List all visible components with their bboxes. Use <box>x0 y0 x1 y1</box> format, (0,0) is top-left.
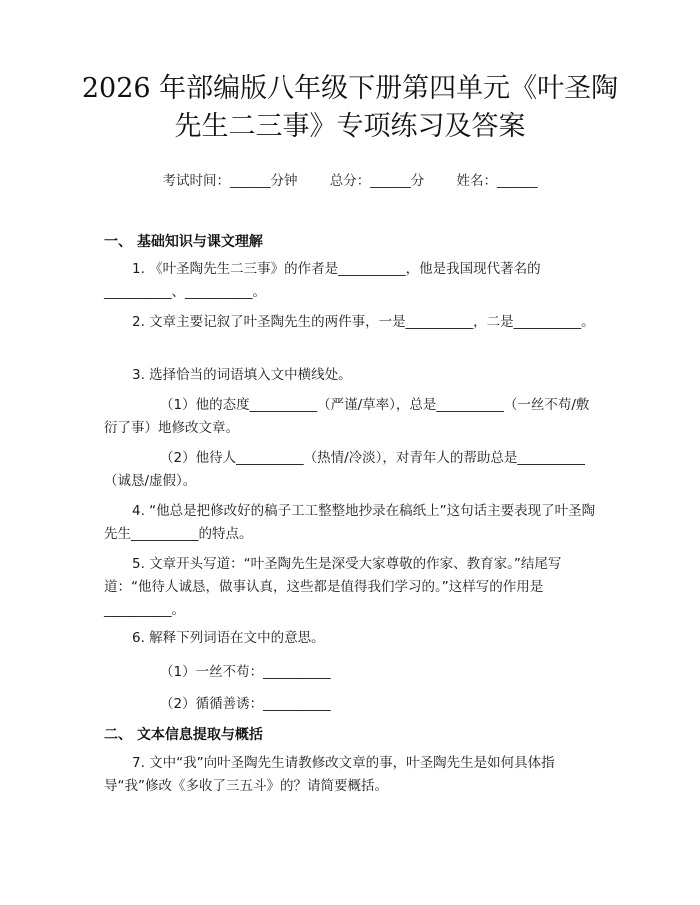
title-line-2: 先生二三事》专项练习及答案 <box>174 111 526 142</box>
exam-score: 总分：______分 <box>329 173 425 189</box>
question-6-2: （2）循循善诱：__________ <box>160 696 331 712</box>
page-title <box>60 70 640 146</box>
question-3-2: （2）他待人__________（热情/冷淡），对青年人的帮助总是__________（诚恳/虚假）。 <box>104 450 585 489</box>
title-line-1: 2026 年部编版八年级下册第四单元《叶圣陶 <box>81 73 619 104</box>
exam-name: 姓名：______ <box>456 173 538 189</box>
question-3: 3. 选择恰当的词语填入文中横线处。 <box>132 367 352 383</box>
question-4: 4. “他总是把修改好的稿子工工整整地抄录在稿纸上”这句话主要表现了叶圣陶先生__________的特点。 <box>104 503 596 542</box>
question-6-1: （1）一丝不苟：__________ <box>160 664 331 680</box>
question-7: 7. 文中“我”向叶圣陶先生请教修改文章的事，叶圣陶先生是如何具体指导“我”修改《多收了三五斗》的？请简要概括。 <box>104 755 555 794</box>
section-1-heading: 一、 基础知识与课文理解 <box>104 234 263 250</box>
exam-time: 考试时间：______分钟 <box>162 173 298 189</box>
question-3-1: （1）他的态度__________（严谨/草率），总是__________（一丝不苟/敷衍了事）地修改文章。 <box>104 397 590 436</box>
question-2: 2. 文章主要记叙了叶圣陶先生的两件事，一是__________，二是__________。 <box>132 314 595 330</box>
question-1: 1. 《叶圣陶先生二三事》的作者是__________，他是我国现代著名的__________、__________。 <box>104 261 541 300</box>
question-5: 5. 文章开头写道：“叶圣陶先生是深受大家尊敬的作家、教育家。”结尾写道：“他待人诚恳，做事认真，这些都是值得我们学习的。”这样写的作用是__________。 <box>104 556 562 618</box>
exam-info <box>0 169 700 189</box>
section-2-heading: 二、 文本信息提取与概括 <box>104 727 263 743</box>
question-6: 6. 解释下列词语在文中的意思。 <box>132 630 325 646</box>
